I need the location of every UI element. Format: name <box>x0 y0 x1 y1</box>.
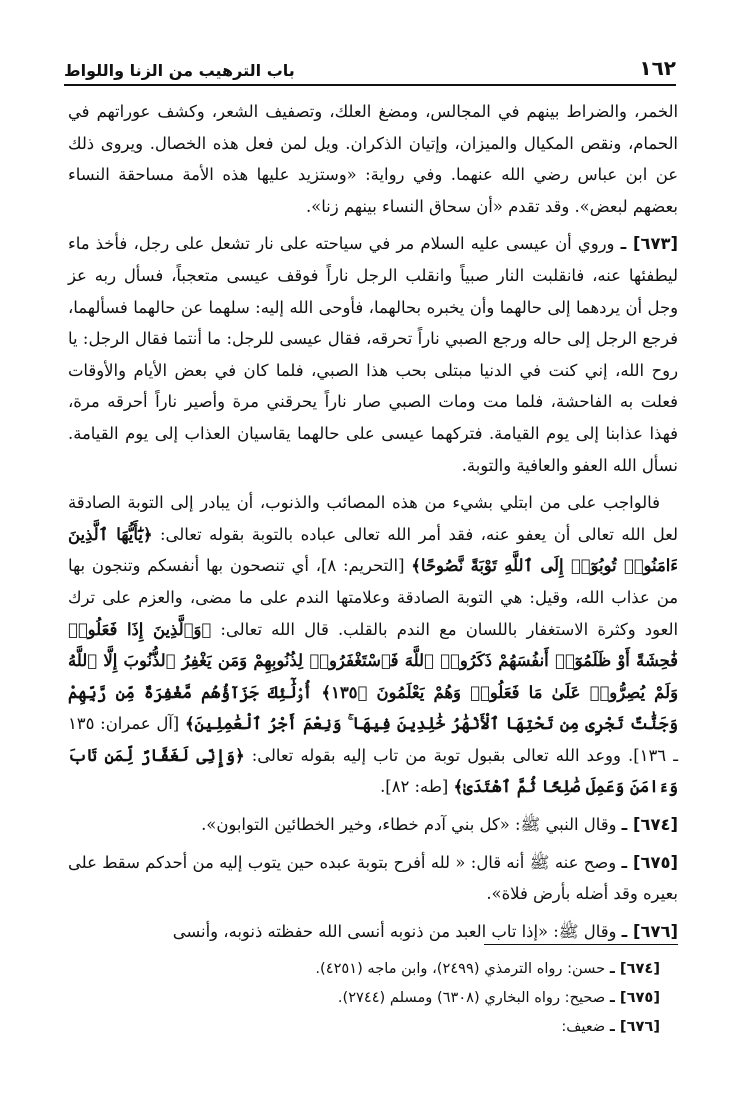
paragraph-text: وروي أن عيسى عليه السلام مر في سياحته على نار تشعل على رجل، فأخذ ماء ليطفئها عنه، فانقلبت النار صبياً وانقلب الرجل ناراً فوقف عيسى متعجباً، فسأل ربه عز وجل أن يردهما إلى حالهما وأن يخبره بحالهما، فأوحى الله إليه: سلهما عن حالهما فسألهما، فرجع الرجل إلى حاله ورجع الصبي ناراً تحرقه، فقال عيسى للرجل: ما أنتما فقال الرجل: يا روح الله، إني كنت في الدنيا مبتلى بحب هذا الصبي، فلما كان في بعض الأيام والأوقات فعلت به الفاحشة، فلما مت ومات الصبي صار ناراً يحرقني مرة وأصير ناراً أحرقه مرة، فهذا عذابنا إلى يوم القيامة. فتركهما عيسى على حالهما يقاسيان العذاب إلى يوم القيامة. نسأل الله العفو والعافية والتوبة. <box>68 234 678 475</box>
footnote-text: صحيح: رواه البخاري (٦٣٠٨) ومسلم (٢٧٤٤). <box>337 989 606 1006</box>
hadith-number: [٦٧٣] ـ <box>620 234 678 254</box>
footnote-number: [٦٧٥] ـ <box>609 989 660 1006</box>
paragraph-continuation <box>68 96 678 222</box>
hadith-paragraph-675 <box>68 847 678 910</box>
paragraph-text: وقال ﷺ: «إذا تاب العبد من ذنوبه أنسى الله حفظته ذنوبه، وأنسى <box>172 921 617 941</box>
paragraph-text: وصح عنه ﷺ أنه قال: « لله أفرح بتوبة عبده حين يتوب إليه من أحدكم سقط على بعيره وقد أضله بأرض فلاة». <box>68 852 678 904</box>
footnotes <box>68 954 660 1041</box>
paragraph-text: [التحريم: ٨]، أي تنصحون بها أنفسكم وتنجون بها من عذاب الله، وقيل: هي التوبة الصادقة وعلامتها الندم على ما مضى، والعزم على ترك العود وكثرة الاستغفار باللسان مع الندم بالقلب. قال الله تعالى: <box>68 556 679 639</box>
page-header <box>64 52 676 86</box>
running-title: باب الترهيب من الزنا واللواط <box>64 61 295 80</box>
hadith-paragraph-673 <box>68 228 678 481</box>
page-number: ١٦٢ <box>639 56 676 80</box>
repentance-paragraph <box>68 487 678 803</box>
quran-verse: ﴿وَإِنِّى لَغَفَّارٌ لِّمَن تَابَ وَءَامَنَ وَعَمِلَ صَٰلِحًا ثُمَّ ٱهْتَدَىٰ﴾ <box>68 745 678 797</box>
paragraph-text: وقال النبي ﷺ: «كل بني آدم خطاء، وخير الخطائين التوابون». <box>201 815 617 835</box>
paragraph-text: [طه: ٨٢]. <box>380 777 449 797</box>
quran-verse: ﴿وَٱلَّذِينَ إِذَا فَعَلُوا۟ فَٰحِشَةً أَوْ ظَلَمُوٓا۟ أَنفُسَهُمْ ذَكَرُوا۟ ٱللَّهَ فَٱسْتَغْفَرُوا۟ لِذُنُوبِهِمْ وَمَن يَغْفِرُ ٱلذُّنُوبَ إِلَّا ٱللَّهُ وَلَمْ يُصِرُّوا۟ عَلَىٰ مَا فَعَلُوا۟ وَهُمْ يَعْلَمُونَ ﴿١٣٥﴾ أُو۟لَٰٓئِكَ جَزَآؤُهُم مَّغْفِرَةٌ مِّن رَّبِّهِمْ وَجَنَّٰتٌ تَجْرِى مِن تَحْتِهَا ٱلْأَنْهَٰرُ خَٰلِدِينَ فِيهَا ۚ وَنِعْمَ أَجْرُ ٱلْعَٰمِلِينَ﴾ <box>68 619 679 734</box>
paragraph-text: [آل عمران: ١٣٥ ـ ١٣٦]. ووعد الله تعالى بقبول توبة من تاب إليه بقوله تعالى: <box>68 714 679 765</box>
paragraph-text: فالواجب على من ابتلي بشيء من هذه المصائب والذنوب، أن يبادر إلى التوبة الصادقة لعل الله تعالى أن يعفو عنه، فقد أمر الله تعالى عباده بالتوبة بقوله تعالى: <box>68 493 679 544</box>
footnote-text: حسن: رواه الترمذي (٢٤٩٩)، وابن ماجه (٤٢٥١). <box>315 960 606 977</box>
footnote-text: ضعيف: <box>561 1018 606 1035</box>
footnote-divider <box>484 944 678 945</box>
footnote-number: [٦٧٦] ـ <box>609 1018 660 1035</box>
footnote <box>68 983 660 1012</box>
footnote <box>68 1012 660 1041</box>
hadith-number: [٦٧٥] ـ <box>621 852 678 872</box>
hadith-paragraph-674 <box>68 809 678 841</box>
body-text <box>68 96 678 947</box>
hadith-number: [٦٧٤] ـ <box>621 815 678 835</box>
footnote-number: [٦٧٤] ـ <box>609 960 660 977</box>
paragraph-text: الخمر، والضراط بينهم في المجالس، ومضغ العلك، وتصفيف الشعر، وكشف عوراتهم في الحمام، ونقص المكيال والميزان، وإتيان الذكران. ويل لمن فعل هذه الخصال. ويروى ذلك عن ابن عباس رضي الله عنهما. وفي رواية: «وستزيد عليها هذه الأمة مساحقة النساء بعضهم لبعض». وقد تقدم «أن سحاق النساء بينهم زنا». <box>68 102 678 216</box>
hadith-paragraph-676 <box>68 916 678 948</box>
hadith-number: [٦٧٦] ـ <box>621 921 678 941</box>
quran-verse: ﴿يَٰٓأَيُّهَا ٱلَّذِينَ ءَامَنُوا۟ تُوبُوٓا۟ إِلَى ٱللَّهِ تَوْبَةً نَّصُوحًا﴾ <box>68 524 678 576</box>
footnote <box>68 954 660 983</box>
